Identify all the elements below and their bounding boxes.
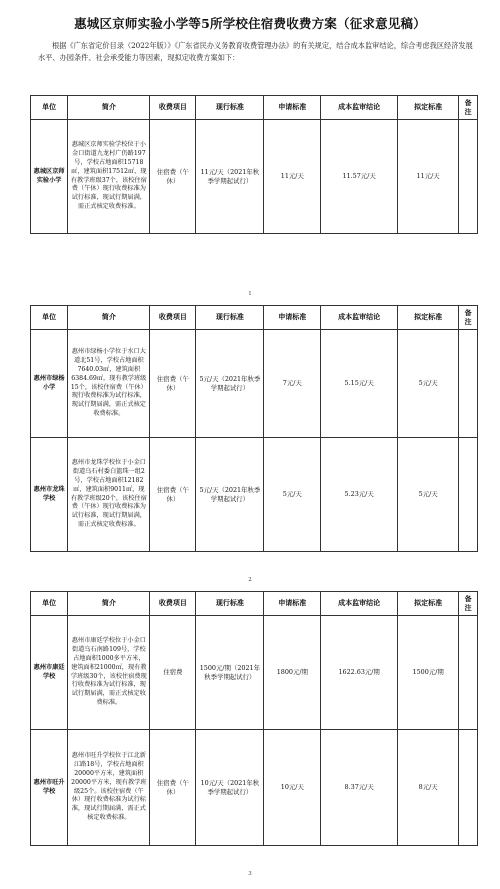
cell-note (459, 616, 478, 730)
page-number: 3 (248, 871, 252, 877)
header-unit: 单位 (31, 592, 68, 616)
cell-item: 住宿费 (150, 616, 196, 730)
header-cost: 成本监审结论 (321, 96, 398, 120)
cell-current: 11元/天（2021年秋季学期起试行） (196, 120, 264, 234)
cell-desc: 惠城区京师实验学校位于小金口街道九龙村广仍路197号，学校占地面积15718㎡，建筑面积17512㎡，现有教学班级37个，该校住宿费（午休）现行收费标准为试行标准，现试行期届满，需正式核定收费标准。 (68, 120, 150, 234)
header-item: 收费项目 (150, 592, 196, 616)
cell-cost: 8.37元/天 (321, 730, 398, 846)
cell-proposed: 11元/天 (397, 120, 458, 234)
cell-applied: 1800元/期 (264, 616, 321, 730)
header-cost: 成本监审结论 (321, 306, 398, 330)
cell-proposed: 1500元/期 (397, 616, 458, 730)
header-desc: 简介 (68, 96, 150, 120)
header-applied: 申请标准 (264, 592, 321, 616)
table-row (31, 730, 478, 846)
header-item: 收费项目 (150, 306, 196, 330)
table-header-row (31, 592, 478, 616)
cell-desc: 惠州市龙珠学校位于小金口街道乌石村委白篮珠一组2号，学校占地面积12182㎡，建筑面积9011㎡，现有教学班级20个，该校住宿费（午休）现行收费标准为试行标准，现试行期届满，需正式核定收费标准。 (68, 438, 150, 552)
cell-desc: 惠州市康廷学校位于小金口街道乌石南路109号，学校占地面积1000多平方米，建筑面积21000㎡，现有教学班级30个，该校住宿费现行收费标准为试行标准，现试行期届满，需正式核定收费标准。 (68, 616, 150, 730)
header-note: 备注 (459, 306, 478, 330)
header-applied: 申请标准 (264, 306, 321, 330)
page-number: 1 (248, 291, 252, 297)
header-applied: 申请标准 (264, 96, 321, 120)
cell-applied: 10元/天 (264, 730, 321, 846)
document-title: 惠城区京师实验小学等5所学校住宿费收费方案（征求意见稿） (74, 16, 426, 31)
cell-current: 1500元/期（2021年秋季学期起试行） (196, 616, 264, 730)
header-cost: 成本监审结论 (321, 592, 398, 616)
cell-applied: 11元/天 (264, 120, 321, 234)
header-proposed: 拟定标准 (397, 592, 458, 616)
cell-note (459, 438, 478, 552)
table-row (31, 616, 478, 730)
header-desc: 简介 (68, 306, 150, 330)
cell-cost: 5.15元/天 (321, 330, 398, 438)
header-proposed: 拟定标准 (397, 96, 458, 120)
fee-table-page-3 (30, 591, 478, 846)
cell-note (459, 120, 478, 234)
header-current: 现行标准 (196, 96, 264, 120)
cell-current: 5元/天（2021年秋季学期起试行） (196, 438, 264, 552)
page-number: 2 (248, 577, 252, 583)
table-row (31, 120, 478, 234)
header-desc: 简介 (68, 592, 150, 616)
cell-unit: 惠州市康廷学校 (31, 616, 68, 730)
cell-applied: 7元/天 (264, 330, 321, 438)
cell-unit: 惠州市龙珠学校 (31, 438, 68, 552)
header-current: 现行标准 (196, 306, 264, 330)
header-note: 备注 (459, 96, 478, 120)
fee-table-page-2 (30, 305, 478, 552)
intro-paragraph: 根据《广东省定价目录（2022年版）》《广东省民办义务教育收费管理办法》的有关规定，结合成本监审结论，综合考虑我区经济发展水平、办园条件、社会承受能力等因素，现拟定收费方案如下： (38, 41, 473, 62)
cell-unit: 惠州市旺升学校 (31, 730, 68, 846)
cell-current: 10元/天（2021年秋季学期起试行） (196, 730, 264, 846)
header-unit: 单位 (31, 306, 68, 330)
header-note: 备注 (459, 592, 478, 616)
cell-cost: 5.23元/天 (321, 438, 398, 552)
cell-desc: 惠州市绿杨小学位于水口大道北51号，学校占地面积7640.03㎡，建筑面积6384.69㎡，现有教学班级15个，该校住宿费（午休）现行收费标准为试行标准，现试行期届满，需正式核定收费标准。 (68, 330, 150, 438)
table-header-row (31, 306, 478, 330)
cell-item: 住宿费（午休） (150, 438, 196, 552)
header-current: 现行标准 (196, 592, 264, 616)
table-row (31, 438, 478, 552)
cell-proposed: 5元/天 (397, 438, 458, 552)
cell-item: 住宿费（午休） (150, 120, 196, 234)
header-item: 收费项目 (150, 96, 196, 120)
cell-cost: 11.57元/天 (321, 120, 398, 234)
cell-cost: 1622.63元/期 (321, 616, 398, 730)
cell-note (459, 730, 478, 846)
cell-unit: 惠城区京师实验小学 (31, 120, 68, 234)
table-header-row (31, 96, 478, 120)
cell-item: 住宿费（午休） (150, 730, 196, 846)
fee-table-page-1 (30, 95, 478, 234)
cell-desc: 惠州市旺升学校位于江北新江路18号，学校占地面积20000平方米，建筑面积20000平方米，现有教学班级25个。该校住宿费（午休）现行收费标准为试行标准，现试行期届满，需正式核定收费标准。 (68, 730, 150, 846)
cell-proposed: 8元/天 (397, 730, 458, 846)
cell-current: 5元/天（2021年秋季学期起试行） (196, 330, 264, 438)
cell-note (459, 330, 478, 438)
cell-item: 住宿费（午休） (150, 330, 196, 438)
header-unit: 单位 (31, 96, 68, 120)
cell-proposed: 5元/天 (397, 330, 458, 438)
cell-applied: 5元/天 (264, 438, 321, 552)
header-proposed: 拟定标准 (397, 306, 458, 330)
table-row (31, 330, 478, 438)
cell-unit: 惠州市绿杨小学 (31, 330, 68, 438)
